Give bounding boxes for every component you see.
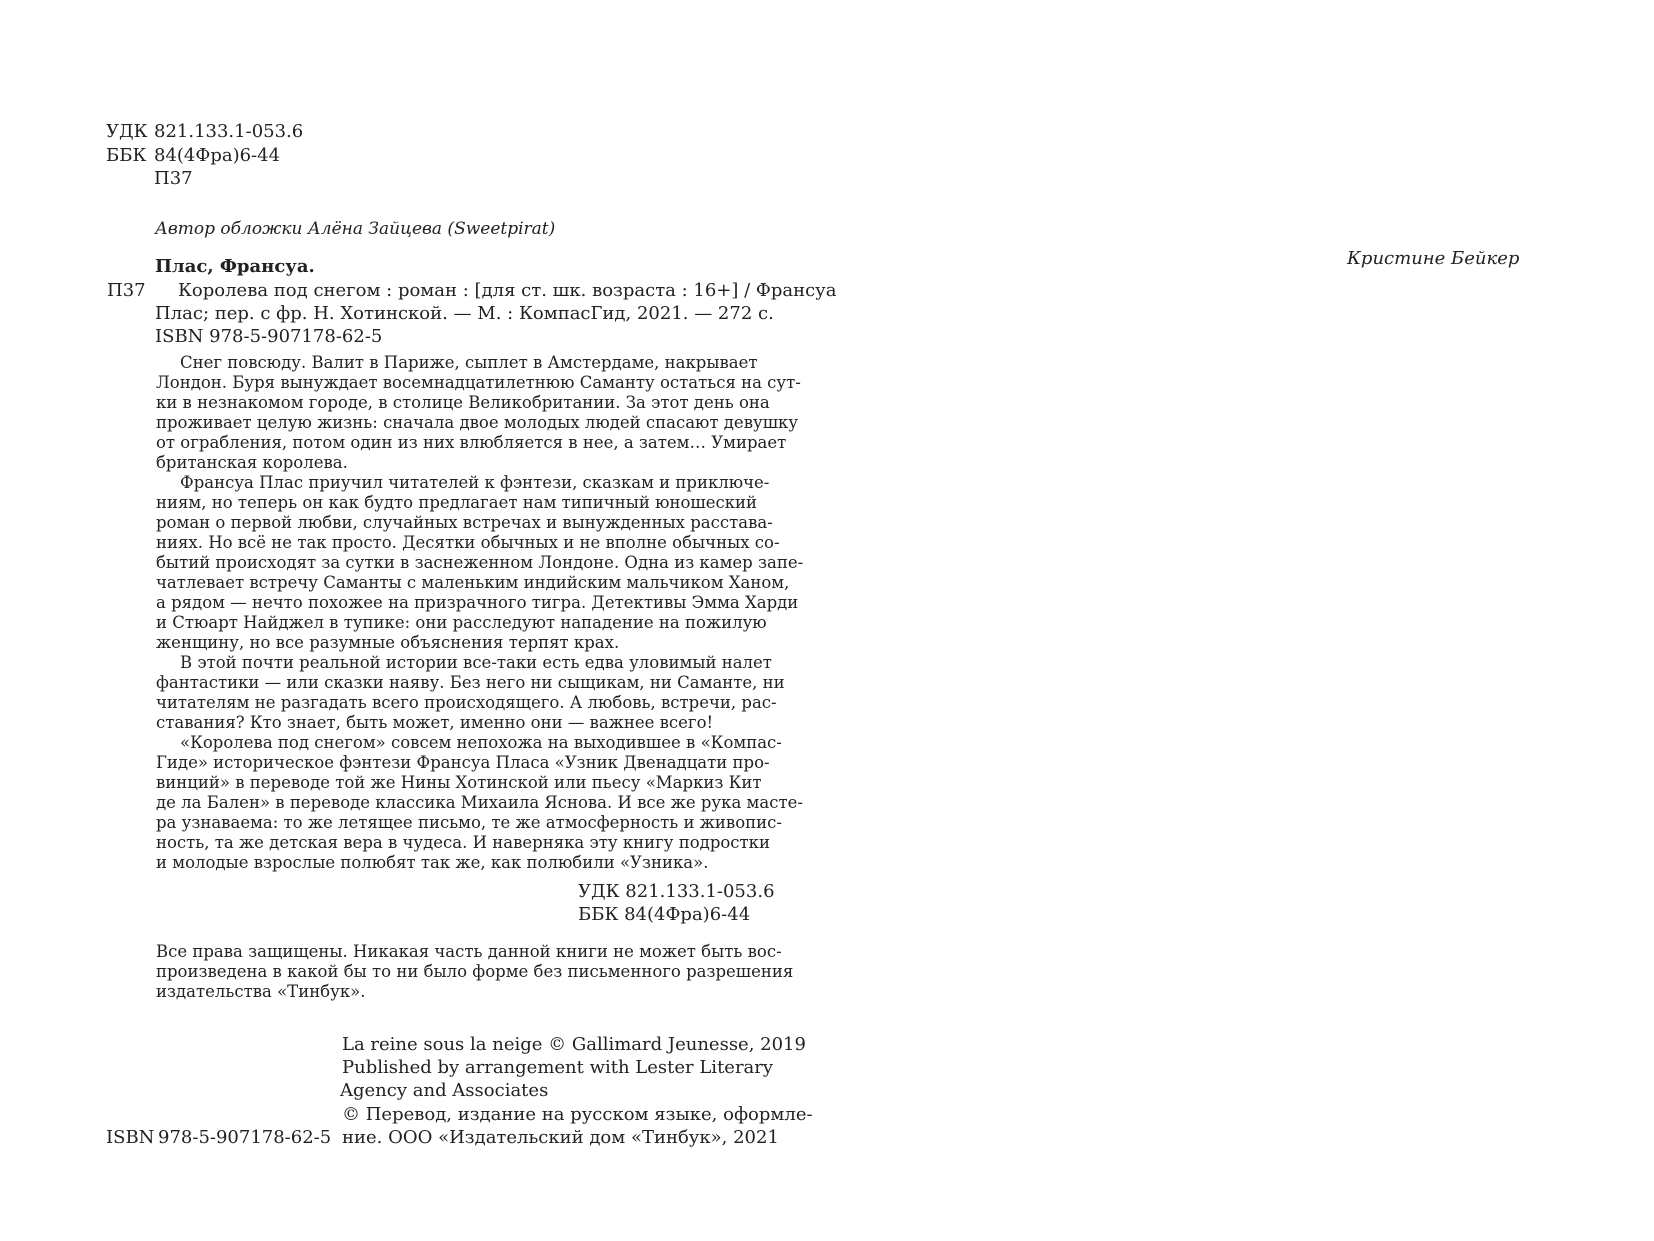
dedication: Кристине Бейкер: [1347, 248, 1520, 269]
bbk-line: [106, 144, 280, 168]
bbk-label: ББК: [106, 145, 147, 166]
record-isbn: ISBN 978-5-907178-62-5: [155, 326, 383, 347]
udk-line: [106, 120, 303, 144]
udk-value: 821.133.1-053.6: [154, 121, 304, 142]
annotation-line: и молодые взрослые полюбят так же, как полюбили «Узника».: [156, 853, 709, 872]
annotation-line: Лондон. Буря вынуждает восемнадцатилетнюю Саманту остаться на сут-: [156, 373, 801, 392]
author-mark-top: П37: [154, 168, 193, 189]
udk-label: УДК: [106, 121, 148, 142]
rights-line: произведена в какой бы то ни было форме без письменного разрешения: [156, 962, 794, 981]
annotation-line: Снег повсюду. Валит в Париже, сыплет в Амстердаме, накрывает: [180, 353, 758, 372]
annotation-line: В этой почти реальной истории все-таки есть едва уловимый налет: [180, 653, 772, 672]
copyright-line: La reine sous la neige © Gallimard Jeunesse, 2019: [342, 1034, 806, 1055]
annotation-line: бытий происходят за сутки в заснеженном Лондоне. Одна из камер запе-: [156, 553, 804, 572]
annotation-line: ставания? Кто знает, быть может, именно они — важнее всего!: [156, 713, 714, 732]
annotation-paragraph-2: [156, 473, 804, 653]
annotation-paragraph-1: [156, 353, 801, 473]
record-line-1: Королева под снегом : роман : [для ст. шк. возраста : 16+] / Франсуа: [178, 280, 837, 301]
annotation-line: и Стюарт Найджел в тупике: они расследуют нападение на пожилую: [156, 613, 767, 632]
copyright-line: Agency and Associates: [340, 1080, 549, 1101]
annotation-line: де ла Бален» в переводе классика Михаила Яснова. И все же рука масте-: [156, 793, 803, 812]
isbn-label: ISBN: [106, 1127, 155, 1148]
annotation-line: фантастики — или сказки наяву. Без него ни сыщикам, ни Саманте, ни: [156, 673, 785, 692]
rights-line: Все права защищены. Никакая часть данной книги не может быть вос-: [156, 942, 782, 961]
bbk-value: 84(4Фра)6-44: [154, 145, 281, 166]
annotation-line: Франсуа Плас приучил читателей к фэнтези, сказкам и приключе-: [180, 473, 770, 492]
annotation-line: ность, та же детская вера в чудеса. И наверняка эту книгу подростки: [156, 833, 770, 852]
annotation-line: роман о первой любви, случайных встречах и вынужденных расстава-: [156, 513, 773, 532]
copyright-line: Published by arrangement with Lester Literary: [342, 1057, 774, 1078]
record-mark: П37: [107, 280, 146, 301]
annotation-line: ниях. Но всё не так просто. Десятки обычных и не вполне обычных со-: [156, 533, 780, 552]
rights-line: издательства «Тинбук».: [156, 982, 366, 1001]
isbn-value: 978-5-907178-62-5: [158, 1127, 332, 1148]
footer-udk: УДК 821.133.1-053.6: [578, 881, 775, 902]
author-heading: Плас, Франсуа.: [155, 256, 315, 277]
annotation-line: проживает целую жизнь: сначала двое молодых людей спасают девушку: [156, 413, 799, 432]
annotation-line: женщину, но все разумные объяснения терпят крах.: [156, 633, 620, 652]
annotation-line: винций» в переводе той же Нины Хотинской или пьесу «Маркиз Кит: [156, 773, 762, 792]
annotation-line: ниям, но теперь он как будто предлагает нам типичный юношеский: [156, 493, 758, 512]
annotation-line: британская королева.: [156, 453, 348, 472]
rights-notice: [156, 942, 794, 1002]
annotation-line: «Королева под снегом» совсем непохожа на выходившее в «Компас-: [180, 733, 782, 752]
annotation-line: ки в незнакомом городе, в столице Великобритании. За этот день она: [156, 393, 770, 412]
annotation-paragraph-3: [156, 653, 785, 733]
cover-credit: Автор обложки Алёна Зайцева (Sweetpirat): [155, 219, 556, 239]
copyright-line: © Перевод, издание на русском языке, оформле-: [342, 1104, 813, 1125]
annotation-line: а рядом — нечто похожее на призрачного тигра. Детективы Эмма Харди: [156, 593, 799, 612]
annotation-line: от ограбления, потом один из них влюбляется в нее, а затем… Умирает: [156, 433, 787, 452]
annotation-line: Гиде» историческое фэнтези Франсуа Пласа «Узник Двенадцати про-: [156, 753, 770, 772]
isbn-bottom: [106, 1126, 331, 1150]
footer-bbk: ББК 84(4Фра)6-44: [578, 904, 751, 925]
annotation-paragraph-4: [156, 733, 803, 873]
annotation-line: читателям не разгадать всего происходящего. А любовь, встречи, рас-: [156, 693, 777, 712]
annotation-line: ра узнаваема: то же летящее письмо, те же атмосферность и живопис-: [156, 813, 782, 832]
annotation-line: чатлевает встречу Саманты с маленьким индийским мальчиком Ханом,: [156, 573, 790, 592]
copyright-line: ние. ООО «Издательский дом «Тинбук», 2021: [342, 1127, 779, 1148]
record-line-2: Плас; пер. с фр. Н. Хотинской. — М. : КомпасГид, 2021. — 272 с.: [155, 303, 774, 324]
